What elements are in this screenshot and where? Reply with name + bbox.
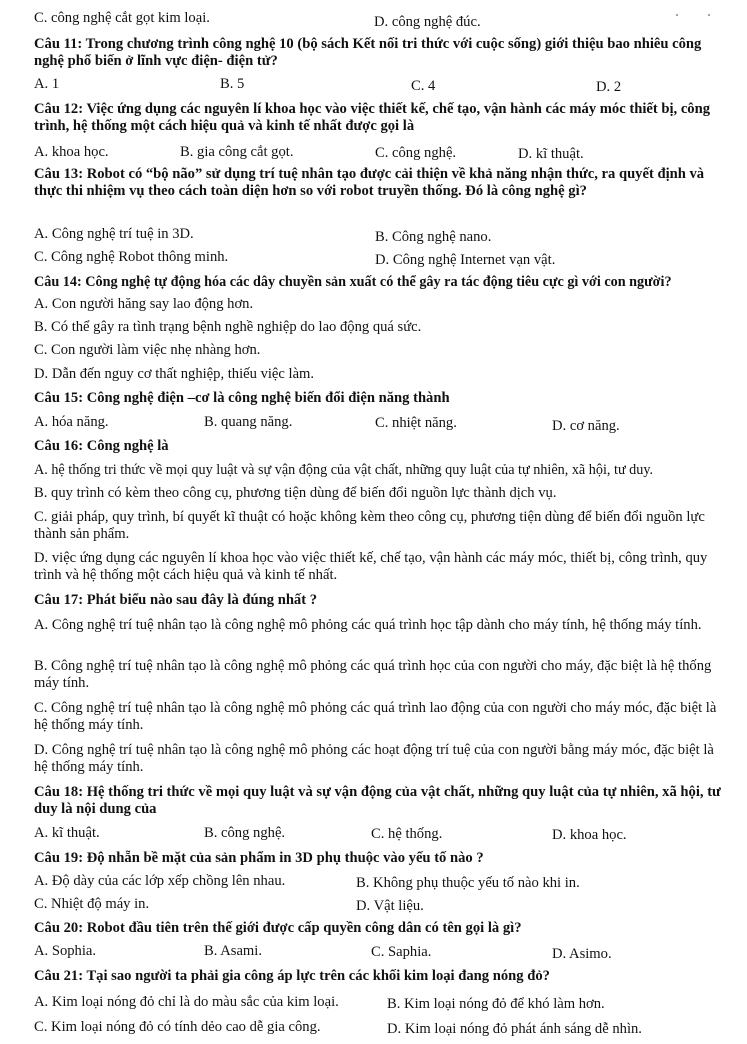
q14-option-a: A. Con người hăng say lao động hơn. [34, 296, 254, 312]
q16-option-d: D. việc ứng dụng các nguyên lí khoa học vào việc thiết kế, chế tạo, vận hành các máy móc, thiết bị, công trình, quy trình và hệ thống một cách hiệu quả và kinh tế nhất. [34, 550, 708, 583]
question-15-title: Câu 15: Công nghệ điện –cơ là công nghệ biến đổi điện năng thành [34, 390, 450, 406]
question-13-title: Câu 13: Robot có “bộ não” sử dụng trí tuệ nhân tạo được cải thiện về khả năng nhận thức, ra quyết định và thực thi nhiệm vụ theo cách toàn diện hơn so với robot truyền thống. Đó là công nghệ gì? [34, 166, 705, 199]
q18-option-c: C. hệ thống. [371, 826, 443, 842]
q12-option-c: C. công nghệ. [375, 145, 457, 161]
q16-option-b: B. quy trình có kèm theo công cụ, phương tiện dùng để biến đổi nguồn lực thành dịch vụ. [34, 485, 557, 501]
q12-option-a: A. khoa học. [34, 144, 109, 160]
question-14-title: Câu 14: Công nghệ tự động hóa các dây chuyền sản xuất có thể gây ra tác động tiêu cực gì với con người? [34, 274, 672, 290]
q19-option-b: B. Không phụ thuộc yếu tố nào khi in. [356, 875, 580, 891]
q20-option-a: A. Sophia. [34, 943, 97, 959]
q14-option-b: B. Có thể gây ra tình trạng bệnh nghề nghiệp do lao động quá sức. [34, 319, 422, 335]
question-16-title: Câu 16: Công nghệ là [34, 438, 169, 454]
question-17-title: Câu 17: Phát biểu nào sau đây là đúng nhất ? [34, 592, 318, 608]
question-20-title: Câu 20: Robot đầu tiên trên thế giới được cấp quyền công dân có tên gọi là gì? [34, 920, 522, 936]
q19-option-a: A. Độ dày của các lớp xếp chồng lên nhau. [34, 873, 286, 889]
q12-option-b: B. gia công cắt gọt. [180, 144, 294, 160]
question-21-title: Câu 21: Tại sao người ta phải gia công áp lực trên các khối kim loại đang nóng đỏ? [34, 968, 550, 984]
q14-option-c: C. Con người làm việc nhẹ nhàng hơn. [34, 342, 261, 358]
top-option-c: C. công nghệ cắt gọt kim loại. [34, 10, 210, 26]
q18-option-d: D. khoa học. [552, 827, 627, 843]
q15-option-b: B. quang năng. [204, 414, 293, 430]
q18-option-b: B. công nghệ. [204, 825, 286, 841]
q12-option-d: D. kĩ thuật. [518, 146, 584, 162]
q20-option-c: C. Saphia. [371, 944, 432, 960]
q17-option-c: C. Công nghệ trí tuệ nhân tạo là công nghệ mô phỏng các quá trình lao động của con người cho máy móc, đặc biệt là hệ thống máy tính. [34, 700, 717, 733]
q19-option-d: D. Vật liệu. [356, 898, 424, 914]
q15-option-c: C. nhiệt năng. [375, 415, 457, 431]
q20-option-d: D. Asimo. [552, 946, 612, 962]
q14-option-d: D. Dẫn đến nguy cơ thất nghiệp, thiếu việc làm. [34, 366, 315, 382]
q21-option-a: A. Kim loại nóng đỏ chỉ là do màu sắc của kim loại. [34, 994, 339, 1010]
speck [676, 14, 678, 16]
q13-option-b: B. Công nghệ nano. [375, 229, 492, 245]
speck [708, 14, 710, 16]
q21-option-c: C. Kim loại nóng đỏ có tính dẻo cao dễ gia công. [34, 1019, 321, 1035]
q13-option-c: C. Công nghệ Robot thông minh. [34, 249, 229, 265]
q17-option-a: A. Công nghệ trí tuệ nhân tạo là công nghệ mô phỏng các quá trình học tập dành cho máy tính, hệ thống máy tính. [34, 617, 702, 633]
q16-option-c: C. giải pháp, quy trình, bí quyết kĩ thuật có hoặc không kèm theo công cụ, phương tiện dùng để biến đổi nguồn lực thành sản phẩm. [34, 509, 705, 542]
q11-option-b: B. 5 [220, 76, 245, 92]
q17-option-d: D. Công nghệ trí tuệ nhân tạo là công nghệ mô phỏng các hoạt động trí tuệ của con người bằng máy móc, đặc biệt là hệ thống máy tính. [34, 742, 714, 775]
q13-option-d: D. Công nghệ Internet vạn vật. [375, 252, 556, 268]
q13-option-a: A. Công nghệ trí tuệ in 3D. [34, 226, 194, 242]
question-18-title: Câu 18: Hệ thống tri thức về mọi quy luật và sự vận động của vật chất, những quy luật của tự nhiên, xã hội, tư duy là nội dung của [34, 784, 721, 817]
q11-option-c: C. 4 [411, 78, 436, 94]
q21-option-d: D. Kim loại nóng đỏ phát ánh sáng dễ nhìn. [387, 1021, 642, 1037]
q16-option-a: A. hệ thống tri thức về mọi quy luật và sự vận động của vật chất, những quy luật của tự nhiên, xã hội, tư duy. [34, 462, 654, 478]
q17-option-b: B. Công nghệ trí tuệ nhân tạo là công nghệ mô phỏng các quá trình học của con người cho máy, đặc biệt là hệ thống máy tính. [34, 658, 712, 691]
top-option-d: D. công nghệ đúc. [374, 14, 481, 30]
q20-option-b: B. Asami. [204, 943, 262, 959]
q11-option-d: D. 2 [596, 79, 622, 95]
question-11-title: Câu 11: Trong chương trình công nghệ 10 (bộ sách Kết nối tri thức với cuộc sống) giới thiệu bao nhiêu công nghệ phổ biến ở lĩnh vực điện- điện tử? [34, 36, 702, 69]
q19-option-c: C. Nhiệt độ máy in. [34, 896, 150, 912]
q18-option-a: A. kĩ thuật. [34, 825, 100, 841]
q21-option-b: B. Kim loại nóng đỏ để khó làm hơn. [387, 996, 605, 1012]
question-12-title: Câu 12: Việc ứng dụng các nguyên lí khoa học vào việc thiết kế, chế tạo, vận hành các máy móc thiết bị, công trình, hệ thống một cách hiệu quả và kinh tế nhất được gọi là [34, 101, 711, 134]
q15-option-a: A. hóa năng. [34, 414, 109, 430]
q11-option-a: A. 1 [34, 76, 60, 92]
q15-option-d: D. cơ năng. [552, 418, 620, 434]
question-19-title: Câu 19: Độ nhẵn bề mặt của sản phẩm in 3D phụ thuộc vào yếu tố nào ? [34, 850, 484, 866]
